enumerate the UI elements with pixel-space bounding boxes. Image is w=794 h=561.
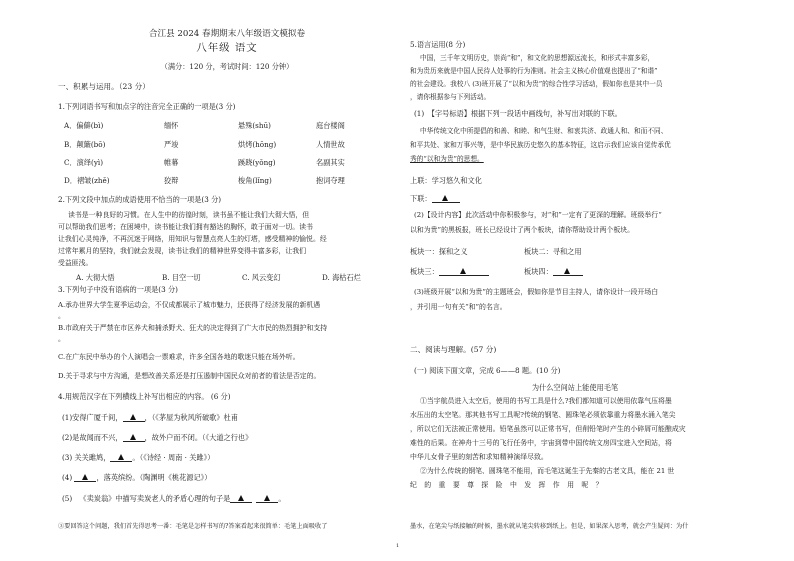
answer-blank[interactable] xyxy=(432,194,460,203)
triangle-marker-icon xyxy=(460,268,466,274)
q5-passage-line: 和为贵历来就是中国人民待人处事的行为准则。社会主义核心价值观也提出了“和谐” xyxy=(410,67,658,75)
q1-option-a: A．偏僻(bì) xyxy=(64,121,104,130)
page-mark: 1 xyxy=(396,543,400,549)
q5-sub1-text: 中华传统文化中所提倡的和善、和睦、和气生财、和衷共济、政通人和、和而不同、 xyxy=(420,127,668,135)
triangle-marker-icon xyxy=(238,495,244,501)
q1-word: 人情世故 xyxy=(316,140,345,149)
answer-blank[interactable] xyxy=(553,267,583,276)
q5-heading: 5.语言运用(8 分) xyxy=(410,40,466,49)
article-line: 水压出的太空笔。那其他书写工具呢?传统的钢笔、圆珠笔必须依靠重力将墨水涌入笔尖 xyxy=(410,411,676,419)
triangle-marker-icon xyxy=(130,414,136,420)
article-continuation: ③要回答这个问题，我们首先得思考一番：毛笔是怎样书写的?答案看起来很简单：毛笔上面吸收了 xyxy=(58,523,328,530)
section1-heading: 一、积累与运用。（23 分） xyxy=(58,82,150,91)
exam-title: 合江县 2024 春期期末八年级语文模拟卷 xyxy=(148,29,306,39)
exam-subject: 八年级 语文 xyxy=(196,42,258,54)
triangle-marker-icon xyxy=(264,495,270,501)
q3-option-c: C.在广东民中举办的个人演唱会一票难求，许多全国各地的歌迷只能在场外听。 xyxy=(58,353,300,361)
q4-line-3: (3) 关关雎鸠， 。（《诗经 · 周南 · 关雎》） xyxy=(62,453,215,462)
article-line: ②为什么传统的钢笔、圆珠笔不能用，而毛笔这诞生于先秦的古老文具，能在 21 世 xyxy=(420,467,675,475)
article-line: ，所以它们无法被正常使用。铅笔虽然可以正常书写，但削铅笔时产生的小碎屑可能酿成灾 xyxy=(410,425,686,433)
couplet-up: 上联：学习悠久和文化 xyxy=(410,176,482,185)
section2-heading: 二、阅读与理解。(57 分) xyxy=(410,345,497,354)
q1-word: 庭台楼阁 xyxy=(316,121,345,130)
q1-word: 烘烤(hōng) xyxy=(238,140,277,149)
q3-option-d: D.关于寻求与中方沟通，是想改善关系还是打压遏制中国民众对前者的看法是否定的。 xyxy=(58,372,321,380)
board-3: 板块三： xyxy=(410,267,489,276)
answer-blank[interactable] xyxy=(110,453,132,462)
q5-passage-line: ，请你根据参与下列活动。 xyxy=(410,93,491,101)
q3-option-b: B.市政府关于严禁在市区养犬和捕杀野犬、狂犬的决定得到了广大市民的热烈拥护和支持 xyxy=(58,324,328,332)
board-4: 板块四： xyxy=(524,267,583,276)
q2-passage-line: 受益匪浅。 xyxy=(58,259,93,267)
article-line: 中华儿女骨子里的刻苦和求知精神演绎尽致。 xyxy=(410,453,548,461)
q5-sub3-text: ，并引用一句有关“和”的名言。 xyxy=(410,303,507,311)
article-line: 难性的后果。在神舟十三号的飞行任务中，宇宙到带中国传统文房四宝进入空间站，将 xyxy=(410,439,672,447)
section2-subheading: (一) 阅读下面文章，完成 6——8 题。(10 分) xyxy=(414,366,561,375)
left-column xyxy=(58,0,396,561)
q5-sub2-text: (2)【设计内容】此次活动中你积极参与，对“和”一定有了更深的理解。班级举行“ xyxy=(414,211,662,219)
q5-passage-line: 的社会建设。我校八 (3)班开展了“以和为贵”的综合性学习活动，假如你也是其中一员 xyxy=(410,80,663,88)
answer-blank[interactable] xyxy=(123,413,145,422)
q5-sub3-text: (3)班级开展“以和为贵”的主题班会，假如你是节目主持人，请你设计一段开场白 xyxy=(414,288,659,296)
triangle-marker-icon xyxy=(442,195,448,201)
q1-word: 名副其实 xyxy=(316,158,345,167)
q3-option-a: A.承办世界大学生夏季运动会，不仅成都展示了城市魅力，还获得了经济发展的新机遇 xyxy=(58,301,321,309)
q5-sub1-stem: (1) 【字号标语】根据下列一段话中画线句，补写出对联的下联。 xyxy=(414,109,622,118)
q4-stem: 4.用规范汉字在下列横线上补写出相应的内容。 (6 分) xyxy=(58,392,231,401)
q2-choice-b: B. 目空一切 xyxy=(162,273,201,282)
q1-option-c: C．演绎(yì) xyxy=(64,158,104,167)
q4-line-4: (4) ，落英缤纷。（陶渊明《桃花源记》） xyxy=(62,473,212,482)
q1-word: 严竣 xyxy=(164,140,179,149)
q1-word: 帷幕 xyxy=(164,158,179,167)
q2-passage-line: 读书是一种良好的习惯。在人生中的彷徨时刻，读书虽不能让我们大彻大悟，但 xyxy=(68,211,310,219)
q1-option-d: D．褶皱(zhě) xyxy=(64,176,110,185)
article-line: ①当宇航员进入太空后，使用的书写工具是什么?我们都知道可以使用依靠气压将墨 xyxy=(420,397,672,405)
q2-passage-line: 可以帮助我们思考；在困境中，读书能让我们拥有豁达的胸怀，敢于面对一切。读书 xyxy=(58,223,313,231)
q3-option-a-end: 。 xyxy=(58,312,65,320)
q1-word: 梭角(lǐng) xyxy=(238,176,272,185)
article-line: 纪 的 重 要 尊 探 险 中 发 挥 作 用 呢 ？ xyxy=(410,481,606,489)
q1-option-b: B．颠簸(bō) xyxy=(64,140,106,149)
q2-choice-a: A. 大彻大悟 xyxy=(76,273,115,282)
board-2: 板块二：寻和之用 xyxy=(524,247,582,256)
q5-sub1-text: 秀的“以和为贵”的思想。 xyxy=(410,155,484,163)
board-1: 板块一：探和之义 xyxy=(410,247,468,256)
answer-blank[interactable] xyxy=(439,267,489,276)
q4-line-1: (1)安得广厦千间， ，（《茅屋为秋风所破歌》杜甫 xyxy=(62,413,238,422)
triangle-marker-icon xyxy=(564,268,570,274)
answer-blank[interactable] xyxy=(74,473,96,482)
q2-stem: 2.下列文段中加点的成语使用不恰当的一项是(3 分) xyxy=(58,195,222,204)
q4-line-2: (2)是故闻而不兴， ，故外户而不闭。（《大道之行也》 xyxy=(62,433,253,442)
q4-line-5: (5) 《卖炭翁》中描写卖炭老人的矛盾心理的句子是 。 xyxy=(62,494,286,503)
q1-word: 狡辩 xyxy=(164,176,179,185)
answer-blank[interactable] xyxy=(123,433,145,442)
q1-word: 抱词夺理 xyxy=(316,176,345,185)
q1-word: 缅怀 xyxy=(164,121,179,130)
q1-word: 悬殊(shū) xyxy=(238,121,271,130)
q2-choice-d: D. 海枯石烂 xyxy=(322,273,361,282)
right-column xyxy=(410,0,740,561)
q3-option-b-end: 。 xyxy=(58,335,65,343)
article-title: 为什么空间站上能使用毛笔 xyxy=(531,383,619,392)
q5-passage-line: 中国，三千年文明历史，崇尚“和”，和文化的思想源远流长，和形式丰富多彩， xyxy=(420,54,655,62)
triangle-marker-icon xyxy=(82,474,88,480)
q3-stem: 3.下列句子中没有语病的一项是(3 分) xyxy=(58,285,178,294)
article-line: 墨水，在笔尖与纸接触的时候，墨水就从笔尖转移到纸上。但是，如果深入思考，就会产生疑问：为什 xyxy=(410,523,689,530)
q5-sub2-text: 以和为贵”的黑板报，班长已经设计了两个板块，请你帮助设计两个板块。 xyxy=(410,226,635,234)
answer-blank[interactable] xyxy=(230,494,252,503)
q2-choice-c: C. 风云变幻 xyxy=(242,273,281,282)
q2-passage-line: 让我们心灵纯净，不再沉迷于网络，用知识与智慧点亮人生的灯塔，感受精神的愉悦。经 xyxy=(58,235,327,243)
q2-passage-line: 过常年累月的坚持，我们就会发现，读书让我们的精神世界变得丰富多彩，让我们 xyxy=(58,247,307,255)
couplet-down: 下联： xyxy=(410,194,460,203)
q1-stem: 1.下列词语书写和加点字的注音完全正确的一项是(3 分) xyxy=(58,102,236,111)
triangle-marker-icon xyxy=(130,434,136,440)
exam-info: （满分：120 分，考试时间：120 分钟） xyxy=(160,62,294,71)
q1-word: 蹊跷(yǒng) xyxy=(238,158,276,167)
answer-blank[interactable] xyxy=(256,494,278,503)
q5-sub1-text: 和平共处、家和万事兴等，是中华民族历史悠久的基本特征，这启示我们应该自觉传承优 xyxy=(410,141,671,149)
triangle-marker-icon xyxy=(118,454,124,460)
